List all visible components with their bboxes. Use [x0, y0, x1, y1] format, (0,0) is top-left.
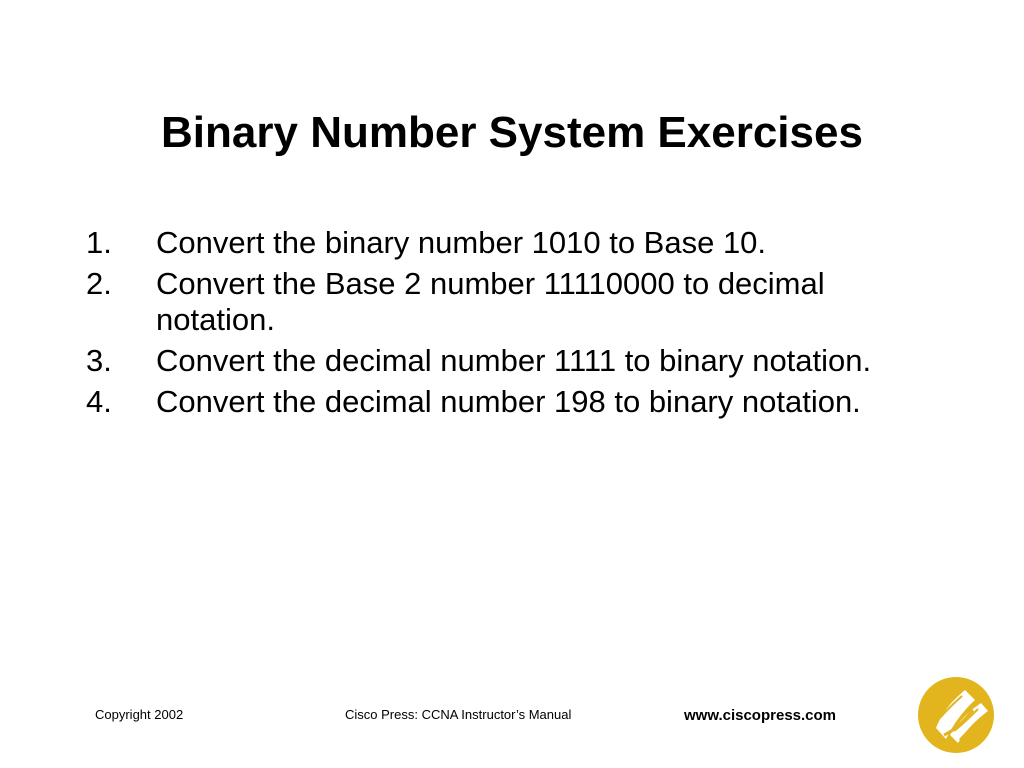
exercise-number: 2. [86, 266, 112, 301]
exercise-item-4 [86, 384, 946, 420]
exercise-text: Convert the Base 2 number 11110000 to decimal notation. [156, 266, 825, 337]
exercise-text: Convert the binary number 1010 to Base 10. [156, 225, 767, 260]
exercise-text: Convert the decimal number 198 to binary notation. [156, 384, 861, 419]
exercise-item-3 [86, 343, 946, 379]
footer-copyright: Copyright 2002 [95, 707, 184, 722]
exercise-item-2 [86, 266, 946, 338]
exercise-text: Convert the decimal number 1111 to binary notation. [156, 343, 872, 378]
footer-website: www.ciscopress.com [684, 707, 837, 724]
exercise-number: 3. [86, 343, 112, 378]
exercise-list [86, 225, 946, 425]
cisco-press-book-logo-icon [916, 676, 996, 754]
exercise-number: 1. [86, 225, 112, 260]
exercise-item-1 [86, 225, 946, 261]
slide-title: Binary Number System Exercises [161, 108, 863, 157]
exercise-number: 4. [86, 384, 112, 419]
footer-manual-title: Cisco Press: CCNA Instructor’s Manual [345, 707, 572, 722]
